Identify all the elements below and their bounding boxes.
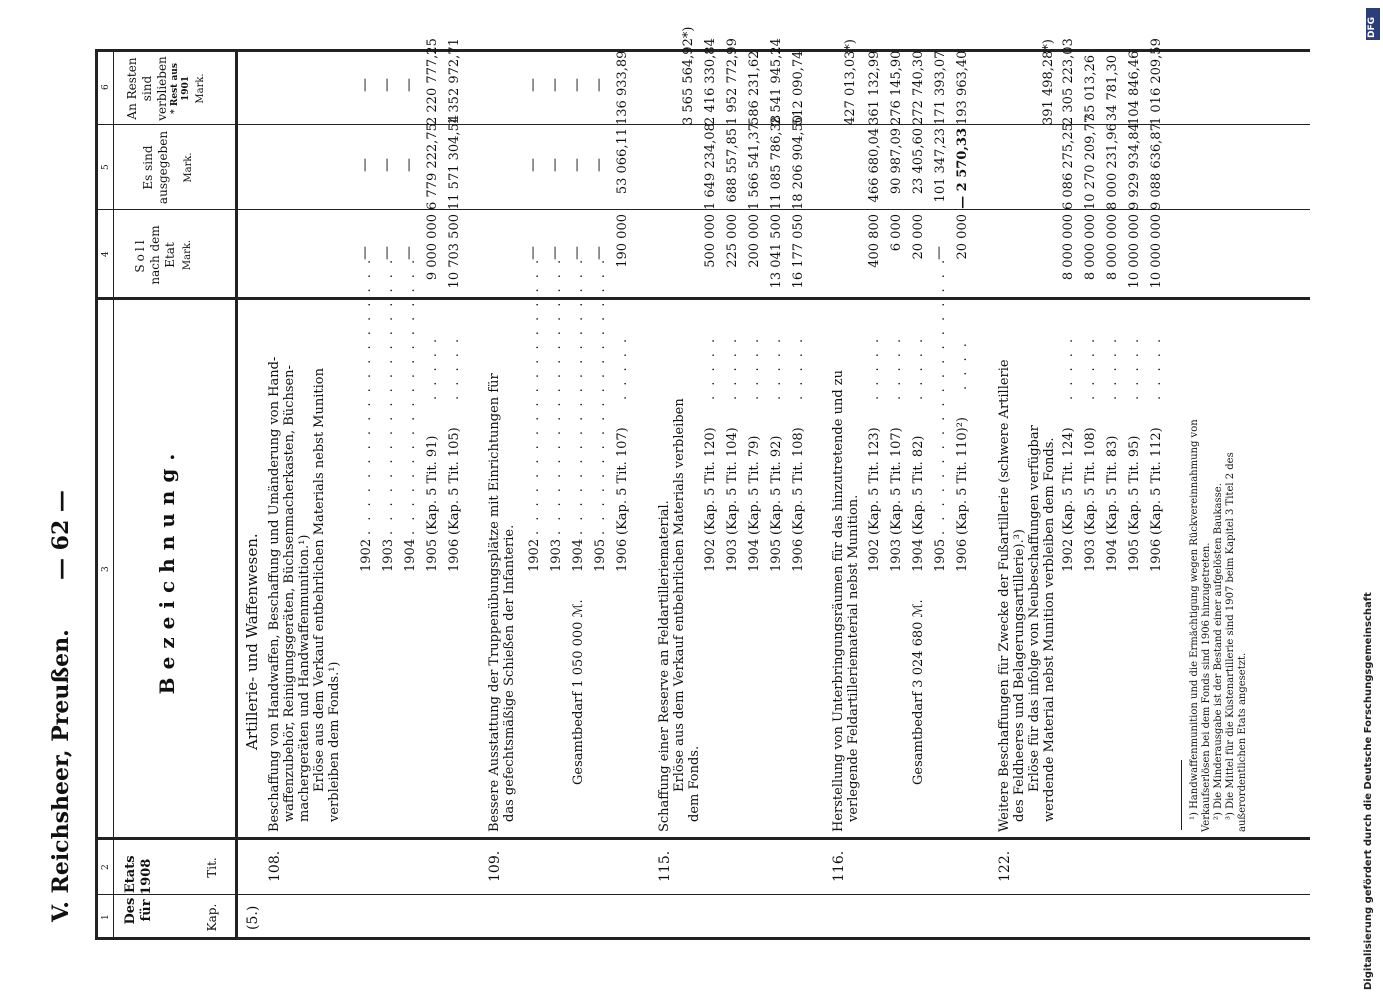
footnote-3-line1: ³) Die Mittel für die Küstenartillerie sind 1907 beim Kapitel 3 Titel 2 des xyxy=(1225,452,1236,820)
entry-122-1902-rest: 2 305 223,03 xyxy=(1061,38,1076,125)
leader-dots: . . . . . . . . . . . . . . . . . . . . xyxy=(549,256,564,535)
entry-116-1906-soll: 20 000 xyxy=(955,214,970,260)
entry-115-1906-ausg: 18 206 904,50 xyxy=(791,114,806,210)
entry-108-1904-rest: — xyxy=(401,78,417,92)
entry-122-1904-ref: (Kap. 5 Tit. 83) xyxy=(1105,435,1120,535)
entry-116-year-1903: 1903 xyxy=(889,538,904,572)
entry-109-1904-soll: — xyxy=(569,246,585,260)
entry-109-1905-soll: — xyxy=(591,246,607,260)
entry-115-rest-carry: 3 565 564,92*) xyxy=(681,26,696,125)
entry-116-1905-ausg: 101 347,23 xyxy=(933,128,948,203)
entry-115-year-1906: 1906 xyxy=(791,538,806,572)
leader-dots: . . . . . xyxy=(1083,335,1098,400)
entry-108-year-1905: 1905 xyxy=(425,538,440,572)
col1-label: Kap. xyxy=(205,903,219,932)
entry-122-1903-ref: (Kap. 5 Tit. 108) xyxy=(1083,427,1098,535)
col5-unit: Mark. xyxy=(183,152,194,183)
digitization-credit xyxy=(1363,10,1377,990)
kapitel-number: (5.) xyxy=(245,905,261,930)
entry-108-1902-soll: — xyxy=(357,246,373,260)
entry-115-1906-soll: 16 177 050 xyxy=(791,214,806,289)
col12-split xyxy=(113,840,114,940)
entry-122-1905-ausg: 9 929 934,84 xyxy=(1127,123,1142,210)
entry-109-1904-ausg: — xyxy=(569,158,585,172)
leader-dots: . . . . . . . . . . . . . . . . . . . . xyxy=(527,256,542,535)
entry-109-1904-rest: — xyxy=(569,78,585,92)
budget-table xyxy=(95,26,1310,940)
entry-122-1905-ref: (Kap. 5 Tit. 95) xyxy=(1127,435,1142,535)
entry-122-1906-soll: 10 000 000 xyxy=(1149,214,1164,289)
leader-dots: . . . . . xyxy=(1105,335,1120,400)
entry-116-1902-soll: 400 800 xyxy=(867,214,882,268)
entry-116-1905-soll: — xyxy=(931,246,947,260)
entry-122-1903-ausg: 10 270 209,77 xyxy=(1083,114,1098,210)
entry-108-desc-5: verbleiben dem Fonds.¹) xyxy=(327,661,342,822)
col5-line-2: ausgegeben xyxy=(156,130,170,205)
entry-116-1904-rest: 272 740,30 xyxy=(911,50,926,125)
entry-109-year-1904: 1904 xyxy=(571,538,586,572)
table-left-border xyxy=(95,937,1310,940)
entry-108-1906-soll: 10 703 500 xyxy=(447,214,462,289)
entry-122-year-1902: 1902 xyxy=(1061,538,1076,572)
leader-dots: . . . . . xyxy=(791,335,806,400)
entry-108-1904-ausg: — xyxy=(401,158,417,172)
entry-116-1906-ref: (Kap. 5 Tit. 110)²) xyxy=(955,416,970,535)
col3-title: Bezeichnung. xyxy=(155,445,179,695)
leader-dots: . . . . . . . . . . . . . . . . . . . . xyxy=(571,256,586,535)
entry-116-1905-rest: 171 393,07 xyxy=(933,50,948,125)
page-number: — 62 — xyxy=(48,490,74,580)
entry-115-1903-ref: (Kap. 5 Tit. 104) xyxy=(725,427,740,535)
col4-header xyxy=(133,210,195,300)
entry-108-tit: 108. xyxy=(267,850,283,882)
entry-109-1902-rest: — xyxy=(525,78,541,92)
leader-dots: . . . . . xyxy=(447,335,462,400)
leader-dots: . . . . . xyxy=(1127,335,1142,400)
entry-115-1902-soll: 500 000 xyxy=(703,214,718,268)
footnote-3-line2: außerordentlichen Etats angesetzt. xyxy=(1237,652,1248,832)
footnote-1-line2: Verkaufserlösen bei dem Fonds sind 1906 hinzugetreten. xyxy=(1201,542,1212,832)
entry-108-1903-soll: — xyxy=(379,246,395,260)
entry-115-1904-rest: 586 231,62 xyxy=(747,50,762,125)
entry-109-tit: 109. xyxy=(487,850,503,882)
col4-line-2: nach dem xyxy=(148,225,162,285)
entry-108-1903-ausg: — xyxy=(379,158,395,172)
leader-dots: . . . . . xyxy=(889,335,904,400)
entry-109-1902-ausg: — xyxy=(525,158,541,172)
entry-115-desc-1: Schaffung einer Reserve an Feldartilleriematerial. xyxy=(657,500,672,832)
entry-109-1903-rest: — xyxy=(547,78,563,92)
entry-115-1904-ref: (Kap. 5 Tit. 79) xyxy=(747,435,762,535)
entry-116-desc-2: verlegende Feldartilleriematerial nebst Munition. xyxy=(846,494,861,822)
footnote-1-line1: ¹) Handwaffenmunition und die Ermächtigung wegen Rückvereinnahmung von xyxy=(1189,419,1200,820)
entry-115-year-1902: 1902 xyxy=(703,538,718,572)
entry-122-1906-ausg: 9 088 636,87 xyxy=(1149,123,1164,210)
leader-dots: . . . . . xyxy=(615,335,630,400)
entry-122-tit: 122. xyxy=(997,850,1013,882)
dfg-logo: DFG xyxy=(1366,8,1380,40)
col6-header xyxy=(125,52,207,125)
entry-116-year-1904: 1904 xyxy=(911,538,926,572)
entry-115-year-1905: 1905 xyxy=(769,538,784,572)
entry-109-year-1903: 1903 xyxy=(549,538,564,572)
entry-109-1905-rest: — xyxy=(591,78,607,92)
col12-title-line2: für 1908 xyxy=(139,858,155,922)
entry-116-desc-1: Herstellung von Unterbringungsräumen für das hinzutretende und zu xyxy=(831,370,846,832)
entry-122-year-1906: 1906 xyxy=(1149,538,1164,572)
entry-109-1906-ref: (Kap. 5 Tit. 107) xyxy=(615,427,630,535)
entry-109-year-1902: 1902 xyxy=(527,538,542,572)
entry-115-1903-ausg: 688 557,85 xyxy=(725,128,740,203)
entry-122-year-1903: 1903 xyxy=(1083,538,1098,572)
entry-109-1903-soll: — xyxy=(547,246,563,260)
col6-line-1: An Resten xyxy=(125,57,139,120)
entry-115-1905-ausg: 11 085 786,38 xyxy=(769,114,784,210)
entry-108-1902-rest: — xyxy=(357,78,373,92)
column-number-5: 5 xyxy=(101,164,111,170)
entry-122-1906-rest: 1 016 209,59 xyxy=(1149,38,1164,125)
entry-122-1904-soll: 8 000 000 xyxy=(1105,214,1120,281)
leader-dots: . . . . . xyxy=(747,335,762,400)
entry-108-year-1902: 1902 xyxy=(359,538,374,572)
leader-dots: . . . . . . . . . . . . . . . . . . . . xyxy=(381,256,396,535)
col-divider-2 xyxy=(95,837,1310,840)
column-number-6: 6 xyxy=(101,84,111,90)
entry-115-1903-soll: 225 000 xyxy=(725,214,740,268)
entry-108-1905-ref: (Kap. 5 Tit. 91) xyxy=(425,435,440,535)
entry-109-year-1905: 1905 xyxy=(593,538,608,572)
entry-122-1905-soll: 10 000 000 xyxy=(1127,214,1142,289)
leader-dots: . . . . . xyxy=(725,335,740,400)
credit-text: Digitalisierung gefördert durch die Deutsche Forschungsgemeinschaft xyxy=(1363,592,1374,990)
entry-108-desc-3: machergeräten und Handwaffenmunition.¹) xyxy=(297,534,312,822)
entry-115-1905-rest: 2 541 945,24 xyxy=(769,38,784,125)
entry-109-1906-soll: 190 000 xyxy=(615,214,630,268)
entry-116-1906-rest: 193 963,40 xyxy=(955,50,970,125)
entry-115-1904-soll: 200 000 xyxy=(747,214,762,268)
entry-115-year-1904: 1904 xyxy=(747,538,762,572)
entry-122-1902-ref: (Kap. 5 Tit. 124) xyxy=(1061,427,1076,535)
entry-109-1905-ausg: — xyxy=(591,158,607,172)
entry-116-1904-ref: (Kap. 5 Tit. 82) xyxy=(911,435,926,535)
col12-title-line1: Des Etats xyxy=(123,855,138,925)
entry-115-desc-3: dem Fonds. xyxy=(687,745,702,822)
col6-note: * Rest aus 1901 xyxy=(170,63,192,114)
entry-116-1903-rest: 276 145,90 xyxy=(889,50,904,125)
entry-108-desc-2: waffenzubehör, Reinigungsgeräten, Büchsenmacherkasten, Büchsen- xyxy=(282,365,297,822)
section-title: Artillerie- und Waffenwesen. xyxy=(243,533,261,750)
leader-dots: . . . . xyxy=(955,340,970,390)
entry-115-1905-ref: (Kap. 5 Tit. 92) xyxy=(769,435,784,535)
entry-115-1902-ausg: 1 649 234,08 xyxy=(703,123,718,210)
entry-108-1906-ref: (Kap. 5 Tit. 105) xyxy=(447,427,462,535)
leader-dots: . . . . . xyxy=(703,335,718,400)
entry-109-1906-rest: 136 933,89 xyxy=(615,50,630,125)
entry-116-1906-ausg: — 2 570,33 xyxy=(955,128,970,209)
entry-109-total: Gesamtbedarf 1 050 000 ℳ. xyxy=(571,599,586,785)
leader-dots: . . . . . . . . . . . . . . . . . . . . xyxy=(933,256,948,535)
footnote-rule xyxy=(1181,760,1182,830)
entry-122-1902-ausg: 6 086 275,25 xyxy=(1061,123,1076,210)
entry-115-desc-2: Erlöse aus dem Verkauf entbehrlichen Materials verbleiben xyxy=(672,398,687,792)
entry-116-year-1906: 1906 xyxy=(955,538,970,572)
entry-108-year-1904: 1904 xyxy=(403,538,418,572)
column-number-1: 1 xyxy=(101,914,111,920)
entry-122-desc-1: Weitere Beschaffungen für Zwecke der Fußartillerie (schwere Artillerie xyxy=(997,359,1012,832)
entry-116-1902-ausg: 466 680,04 xyxy=(867,128,882,203)
entry-115-year-1903: 1903 xyxy=(725,538,740,572)
table-top-border xyxy=(95,50,98,940)
leader-dots: . . . . . xyxy=(1149,335,1164,400)
entry-116-1903-ausg: 90 987,09 xyxy=(889,128,904,195)
col6-line-2: sind verblieben xyxy=(140,56,169,121)
leader-dots: . . . . . xyxy=(867,335,882,400)
column-number-3: 3 xyxy=(101,566,111,572)
leader-dots: . . . . . xyxy=(425,335,440,400)
entry-116-1902-rest: 361 132,99 xyxy=(867,50,882,125)
entry-122-year-1905: 1905 xyxy=(1127,538,1142,572)
entry-108-1905-ausg: 6 779 222,75 xyxy=(425,123,440,210)
entry-122-year-1904: 1904 xyxy=(1105,538,1120,572)
entry-116-1902-ref: (Kap. 5 Tit. 123) xyxy=(867,427,882,535)
entry-122-desc-4: werdende Material nebst Munition verbleiben dem Fonds. xyxy=(1042,437,1057,822)
col-divider-1 xyxy=(95,894,1310,895)
entry-122-1904-ausg: 8 000 231,96 xyxy=(1105,123,1120,210)
entry-115-1902-rest: 2 416 330,84 xyxy=(703,38,718,125)
entry-108-desc-4: Erlöse aus dem Verkauf entbehrlichen Materials nebst Munition xyxy=(312,368,327,792)
entry-122-desc-3: Erlöse für das infolge von Neubeschaffungen verfügbar xyxy=(1027,425,1042,792)
section-header: V. Reichsheer, Preußen. xyxy=(48,629,74,922)
header-bottom-rule xyxy=(235,50,238,940)
col4-line-3: Etat xyxy=(163,242,177,268)
leader-dots: . . . . . . . . . . . . . . . . . . . . xyxy=(403,256,418,535)
entry-109-desc-2: das gefechtsmäßige Schießen der Infanterie. xyxy=(502,524,517,822)
entry-116-1903-soll: 6 000 xyxy=(889,214,904,252)
entry-122-1904-rest: 34 781,30 xyxy=(1105,55,1120,122)
leader-dots: . . . . . . . . . . . . . . . . . . . . xyxy=(593,256,608,535)
entry-116-year-1905: 1905 xyxy=(933,538,948,572)
column-number-4: 4 xyxy=(101,251,111,257)
col5-line-1: Es sind xyxy=(141,145,155,190)
entry-108-1906-ausg: 11 571 304,54 xyxy=(447,114,462,210)
entry-108-1903-rest: — xyxy=(379,78,395,92)
leader-dots: . . . . . xyxy=(769,335,784,400)
entry-115-1904-ausg: 1 566 541,37 xyxy=(747,123,762,210)
col5-header xyxy=(141,125,196,210)
footnote-2: ²) Die Minderausgabe ist der Bestand einer aufgelösten Baukasse. xyxy=(1213,483,1224,820)
entry-122-1905-rest: 104 846,46 xyxy=(1127,50,1142,125)
entry-116-total: Gesamtbedarf 3 024 680 ℳ. xyxy=(911,599,926,785)
col4-line-1: Soll xyxy=(133,237,147,273)
entry-116-year-1902: 1902 xyxy=(867,538,882,572)
entry-108-1902-ausg: — xyxy=(357,158,373,172)
entry-116-rest-carry: 427 013,03*) xyxy=(843,38,858,125)
entry-115-tit: 115. xyxy=(657,850,673,882)
col2-label: Tit. xyxy=(205,857,219,878)
entry-122-1906-ref: (Kap. 5 Tit. 112) xyxy=(1149,427,1164,535)
entry-122-1902-soll: 8 000 000 xyxy=(1061,214,1076,281)
entry-108-year-1906: 1906 xyxy=(447,538,462,572)
col12-title xyxy=(123,840,156,940)
leader-dots: . . . . . xyxy=(1061,335,1076,400)
entry-122-desc-2: des Feldheeres und Belagerungsartillerie).³) xyxy=(1012,528,1027,822)
entry-115-1906-ref: (Kap. 5 Tit. 108) xyxy=(791,427,806,535)
entry-108-1905-soll: 9 000 000 xyxy=(425,214,440,281)
entry-108-1906-rest: 1 352 972,71 xyxy=(447,38,462,125)
entry-116-tit: 116. xyxy=(831,850,847,882)
entry-115-1902-ref: (Kap. 5 Tit. 120) xyxy=(703,427,718,535)
entry-122-1903-soll: 8 000 000 xyxy=(1083,214,1098,281)
entry-108-year-1903: 1903 xyxy=(381,538,396,572)
entry-109-1902-soll: — xyxy=(525,246,541,260)
col6-unit: Mark. xyxy=(194,73,206,104)
entry-122-rest-carry: 391 498,28*) xyxy=(1041,38,1056,125)
entry-108-desc-1: Beschaffung von Handwaffen, Beschaffung und Umänderung von Hand- xyxy=(267,356,282,832)
entry-109-1906-ausg: 53 066,11 xyxy=(615,128,630,195)
entry-109-year-1906: 1906 xyxy=(615,538,630,572)
leader-dots: . . . . . . . . . . . . . . . . . . . . xyxy=(359,256,374,535)
entry-122-1903-rest: 35 013,26 xyxy=(1083,55,1098,122)
entry-115-1903-rest: 1 952 772,99 xyxy=(725,38,740,125)
entry-116-1904-ausg: 23 405,60 xyxy=(911,128,926,195)
col4-unit: Mark. xyxy=(182,239,193,271)
entry-116-1903-ref: (Kap. 5 Tit. 107) xyxy=(889,427,904,535)
entry-116-1904-soll: 20 000 xyxy=(911,214,926,260)
entry-115-1906-rest: 512 090,74 xyxy=(791,50,806,125)
entry-108-1904-soll: — xyxy=(401,246,417,260)
entry-115-1905-soll: 13 041 500 xyxy=(769,214,784,289)
column-number-2: 2 xyxy=(101,864,111,870)
column-number-rule xyxy=(113,50,114,940)
entry-108-1905-rest: 2 220 777,25 xyxy=(425,38,440,125)
entry-109-desc-1: Bessere Ausstattung der Truppenübungsplätze mit Einrichtungen für xyxy=(487,373,502,832)
leader-dots: . . . . . xyxy=(911,335,926,400)
entry-109-1903-ausg: — xyxy=(547,158,563,172)
